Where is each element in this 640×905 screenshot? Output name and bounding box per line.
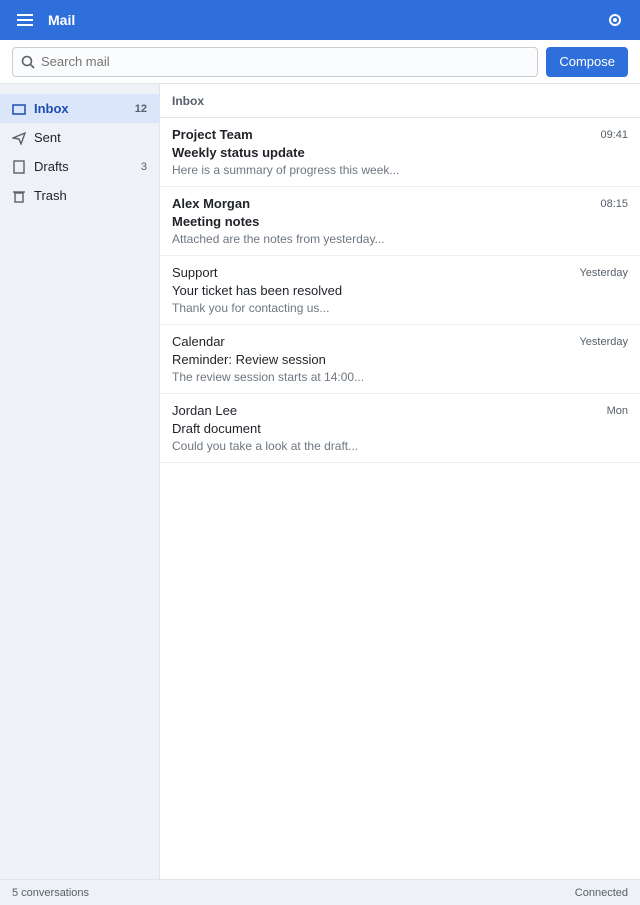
- message-list: [160, 118, 640, 879]
- sidebar-item-inbox[interactable]: [0, 94, 159, 123]
- message-list-panel: [160, 84, 640, 879]
- list-item[interactable]: [160, 394, 640, 463]
- preview: The review session starts at 14:00...: [172, 370, 365, 384]
- toolbar: [0, 40, 640, 84]
- connection-status: Connected: [574, 886, 628, 899]
- compose-button[interactable]: Compose: [546, 47, 628, 77]
- sidebar-item-label: Drafts: [34, 159, 69, 174]
- search-box: [12, 47, 538, 77]
- gear-icon[interactable]: [602, 7, 628, 33]
- subject: Draft document: [172, 421, 261, 436]
- inbox-icon: [12, 102, 26, 116]
- subject: Your ticket has been resolved: [172, 283, 343, 298]
- trash-icon: [12, 189, 26, 203]
- timestamp: Yesterday: [579, 266, 628, 279]
- preview: Attached are the notes from yesterday...: [172, 232, 385, 246]
- title-bar: [0, 0, 640, 40]
- sidebar-item-sent[interactable]: [0, 123, 159, 152]
- sender: Calendar: [172, 334, 225, 349]
- search-input[interactable]: [41, 54, 529, 69]
- sidebar-item-label: Sent: [34, 130, 61, 145]
- window-title: Mail: [48, 12, 76, 28]
- timestamp: Mon: [606, 404, 628, 417]
- search-icon: [21, 55, 35, 69]
- send-icon: [12, 131, 26, 145]
- draft-icon: [12, 160, 26, 174]
- sidebar-item-trash[interactable]: [0, 181, 159, 210]
- subject: Reminder: Review session: [172, 352, 326, 367]
- sidebar-item-label: Trash: [34, 188, 67, 203]
- preview: Here is a summary of progress this week...: [172, 163, 400, 177]
- subject: Meeting notes: [172, 214, 260, 229]
- timestamp: 08:15: [600, 197, 628, 210]
- preview: Thank you for contacting us...: [172, 301, 330, 315]
- menu-icon[interactable]: [12, 7, 38, 33]
- subject: Weekly status update: [172, 145, 305, 160]
- sender: Support: [172, 265, 218, 280]
- status-bar: [0, 879, 640, 905]
- sidebar-item-label: Inbox: [34, 101, 69, 116]
- sender: Jordan Lee: [172, 403, 238, 418]
- list-header: Inbox: [160, 84, 640, 118]
- unread-count: 12: [134, 102, 147, 115]
- list-item[interactable]: [160, 118, 640, 187]
- timestamp: Yesterday: [579, 335, 628, 348]
- timestamp: 09:41: [600, 128, 628, 141]
- sender: Project Team: [172, 127, 253, 142]
- list-item[interactable]: [160, 325, 640, 394]
- sidebar-item-drafts[interactable]: [0, 152, 159, 181]
- sidebar: [0, 84, 160, 879]
- preview: Could you take a look at the draft...: [172, 439, 359, 453]
- list-item[interactable]: [160, 256, 640, 325]
- item-count: 3: [140, 160, 147, 173]
- list-item[interactable]: [160, 187, 640, 256]
- main-area: [0, 84, 640, 879]
- status-left: 5 conversations: [12, 886, 90, 899]
- sender: Alex Morgan: [172, 196, 251, 211]
